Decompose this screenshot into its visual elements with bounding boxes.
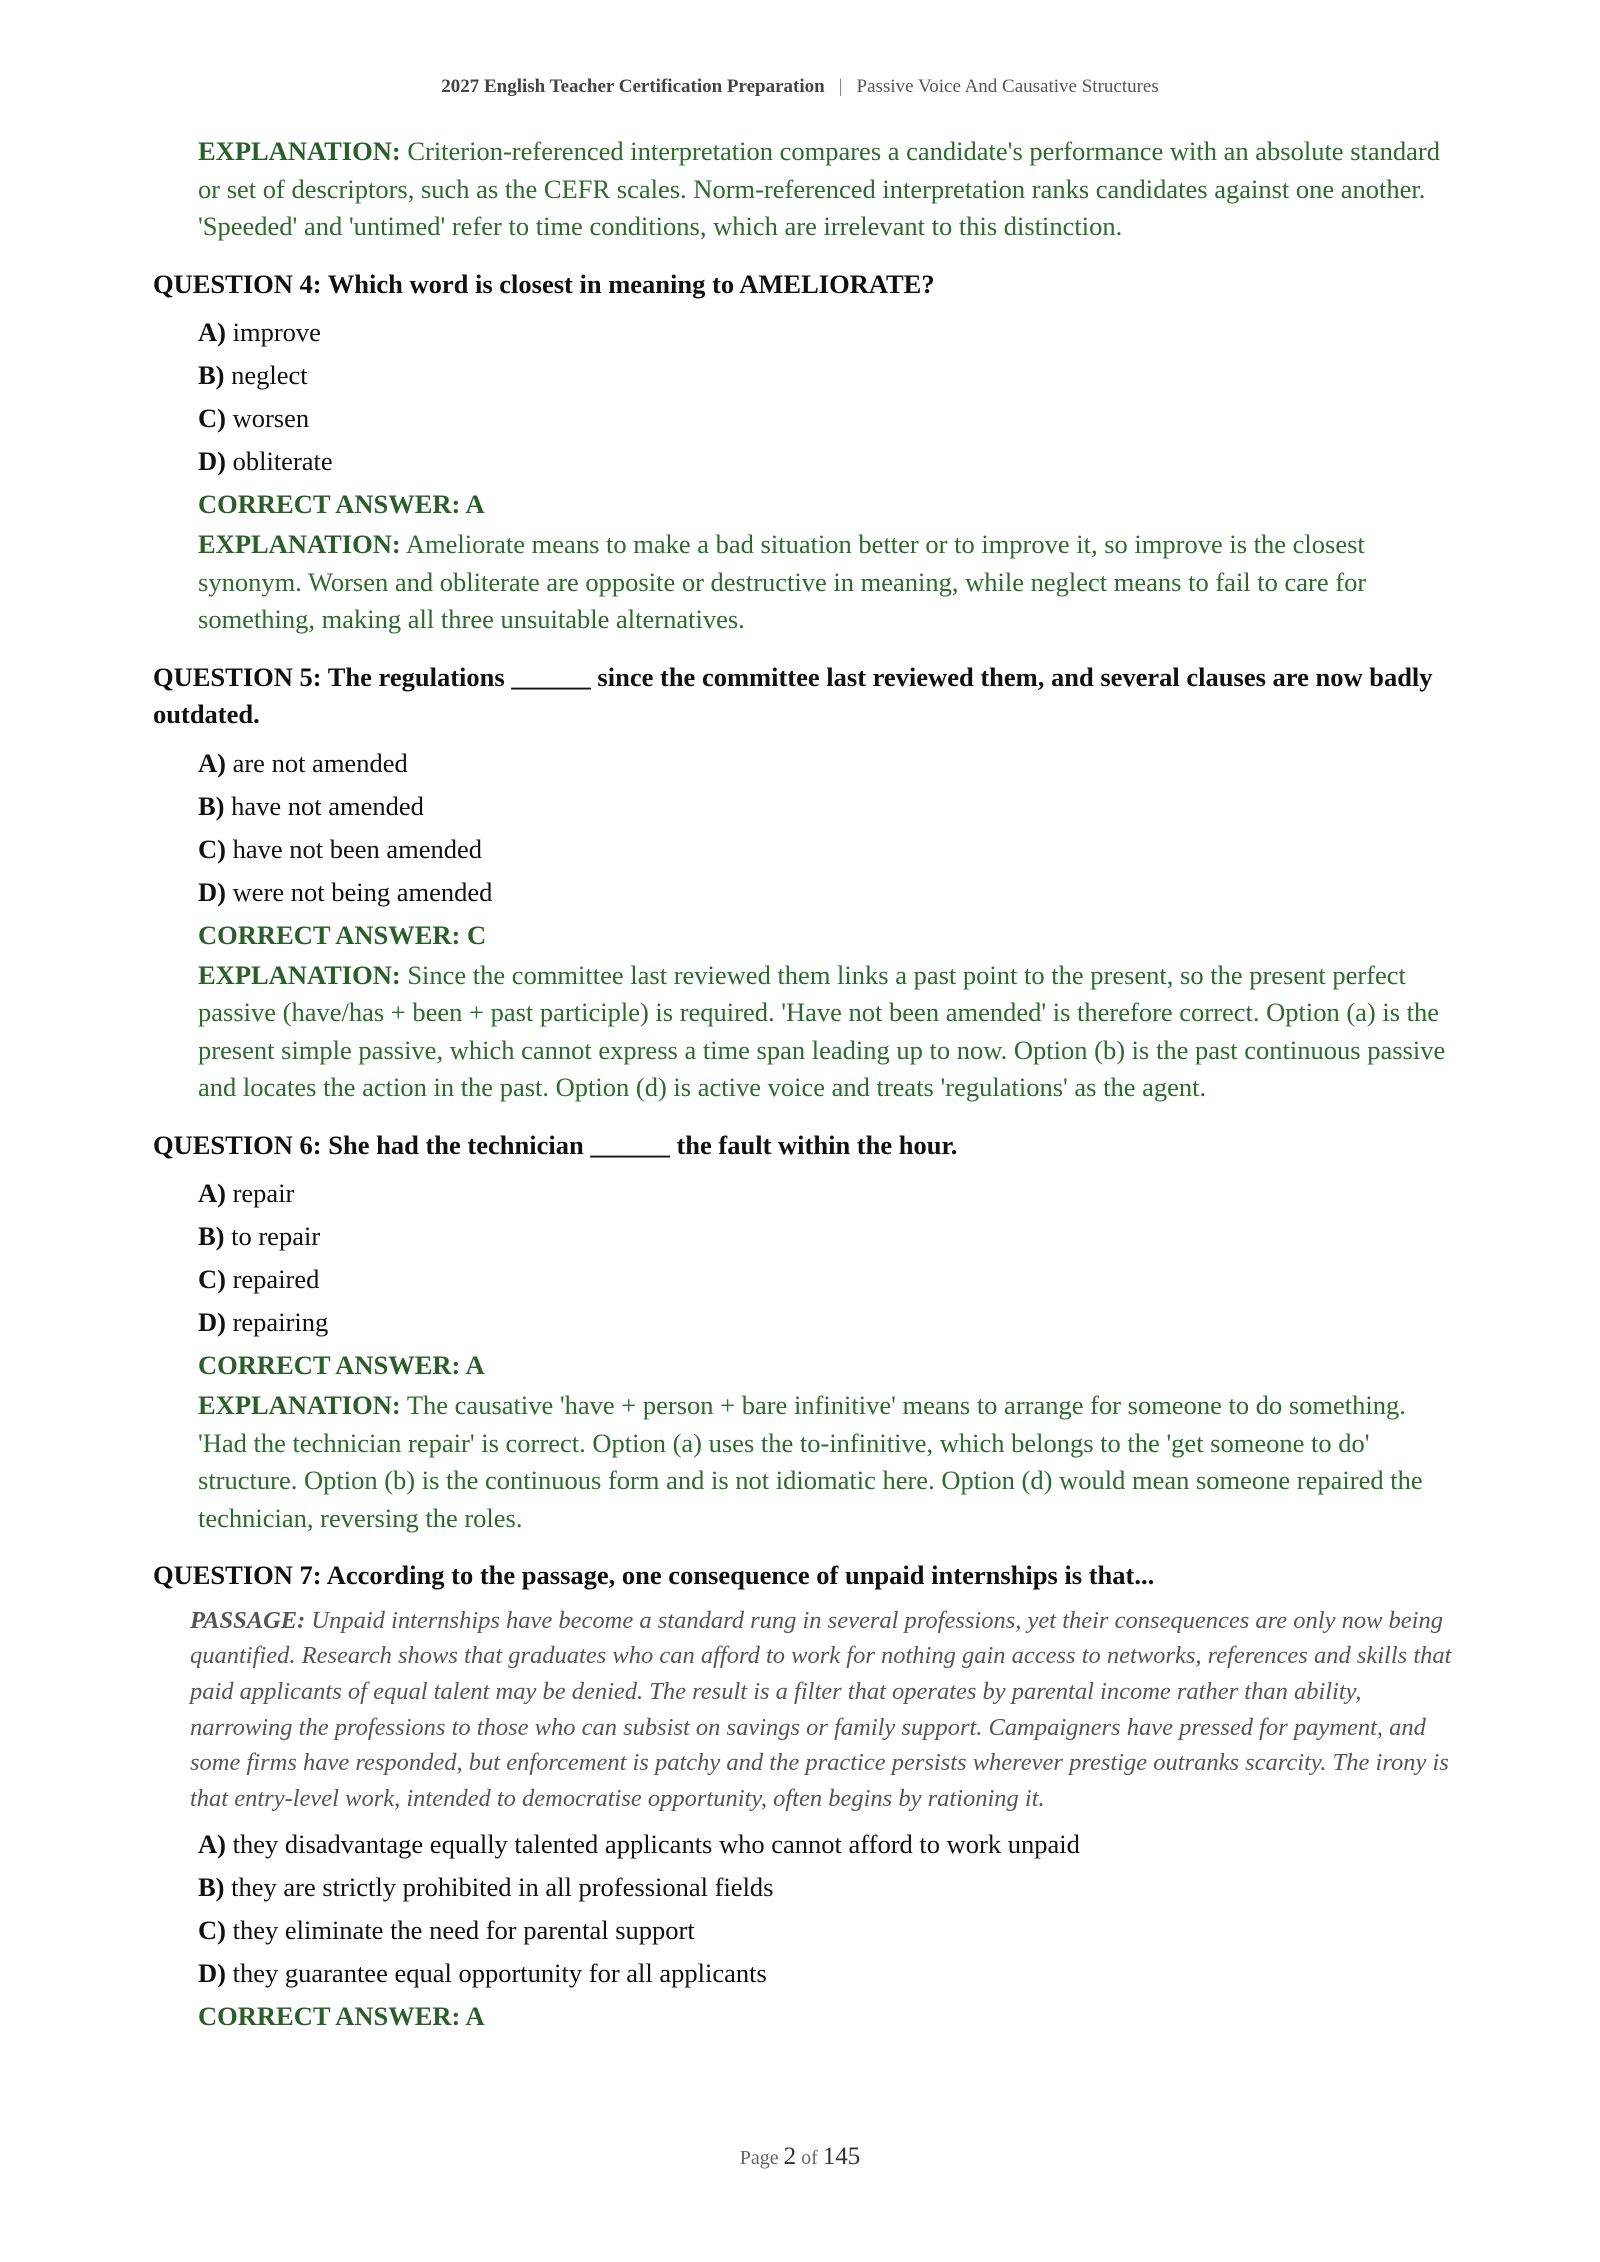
explanation-label: EXPLANATION:	[198, 529, 401, 559]
answer-option-a	[198, 1823, 1453, 1866]
option-text: neglect	[231, 360, 308, 390]
correct-answer: CORRECT ANSWER: A	[198, 2000, 485, 2031]
explanation	[198, 526, 1453, 639]
answer-option-b	[198, 1866, 1453, 1909]
reading-passage	[190, 1603, 1453, 1817]
answer-option-a	[198, 1172, 1453, 1215]
question-block-7	[153, 1557, 1453, 2038]
option-text: repairing	[232, 1307, 329, 1337]
answer-option-c	[198, 1909, 1453, 1952]
correct-answer: CORRECT ANSWER: C	[198, 919, 487, 950]
option-text: they guarantee equal opportunity for all applicants	[232, 1957, 767, 1988]
header-separator: |	[838, 76, 843, 97]
answer-option-b	[198, 1215, 1453, 1258]
page-number: 2	[783, 2143, 797, 2170]
question-prompt: QUESTION 5: The regulations ______ since the committee last reviewed them, and several clauses are now badly outdated.	[153, 661, 1433, 729]
option-letter: B)	[198, 1871, 225, 1902]
question-block-6	[153, 1127, 1453, 1538]
question-prompt: QUESTION 6: She had the technician ______ the fault within the hour.	[153, 1129, 958, 1160]
of-word: of	[801, 2147, 818, 2169]
previous-explanation	[198, 133, 1453, 246]
document-title: 2027 English Teacher Certification Preparation	[441, 76, 825, 97]
option-letter: B)	[198, 790, 225, 821]
option-text: repair	[232, 1178, 295, 1208]
page-content	[153, 133, 1453, 2038]
total-pages: 145	[822, 2143, 861, 2170]
passage-label: PASSAGE:	[190, 1606, 306, 1634]
option-letter: C)	[198, 833, 226, 864]
question-prompt: QUESTION 7: According to the passage, one consequence of unpaid internships is that...	[153, 1560, 1155, 1590]
question-prompt: QUESTION 4: Which word is closest in meaning to AMELIORATE?	[153, 268, 935, 299]
answer-option-c	[198, 1258, 1453, 1301]
option-letter: C)	[198, 1264, 226, 1294]
option-letter: D)	[198, 1957, 226, 1988]
section-title: Passive Voice And Causative Structures	[856, 76, 1159, 97]
answer-option-b	[198, 785, 1453, 828]
explanation-label: EXPLANATION:	[198, 1390, 401, 1420]
option-letter: B)	[198, 360, 225, 390]
option-text: are not amended	[232, 747, 408, 778]
option-text: have not been amended	[232, 833, 483, 864]
explanation	[198, 957, 1453, 1107]
correct-answer: CORRECT ANSWER: A	[198, 489, 485, 519]
answer-option-c	[198, 828, 1453, 871]
answer-option-b	[198, 354, 1453, 397]
option-letter: B)	[198, 1221, 225, 1251]
option-text: repaired	[232, 1264, 320, 1294]
correct-answer: CORRECT ANSWER: A	[198, 1350, 485, 1380]
answer-option-d	[198, 440, 1453, 483]
page-footer	[0, 2143, 1600, 2171]
option-text: to repair	[231, 1221, 321, 1251]
option-text: they disadvantage equally talented applicants who cannot afford to work unpaid	[232, 1828, 1080, 1859]
passage-text: Unpaid internships have become a standard rung in several professions, yet their consequences are only now being quantified. Research shows that graduates who can afford to work for nothing gain access to networks, references and skills that paid applicants of equal talent may be denied. The result is a filter that operates by parental income rather than ability, narrowing the professions to those who can subsist on savings or family support. Campaigners have pressed for payment, and some firms have responded, but enforcement is patchy and the practice persists wherever prestige outranks scarcity. The irony is that entry-level work, intended to democratise opportunity, often begins by rationing it.	[190, 1606, 1452, 1813]
option-letter: A)	[198, 1178, 226, 1208]
question-block-4	[153, 266, 1453, 639]
page-header	[0, 76, 1600, 98]
question-block-5	[153, 659, 1453, 1107]
option-letter: D)	[198, 446, 226, 476]
option-letter: D)	[198, 1307, 226, 1337]
answer-option-d	[198, 1952, 1453, 1995]
option-text: they eliminate the need for parental support	[232, 1914, 695, 1945]
page-word: Page	[739, 2147, 779, 2169]
explanation-text: Ameliorate means to make a bad situation better or to improve it, so improve is the closest synonym. Worsen and obliterate are opposite or destructive in meaning, while neglect means to fail to care for something, making all three unsuitable alternatives.	[198, 529, 1367, 634]
explanation	[198, 1387, 1453, 1537]
explanation-text: The causative 'have + person + bare infinitive' means to arrange for someone to do something. 'Had the technician repair' is correct. Option (a) uses the to-infinitive, which belongs to the 'get someone to do' structure. Option (b) is the continuous form and is not idiomatic here. Option (d) would mean someone repaired the technician, reversing the roles.	[198, 1390, 1423, 1533]
explanation-text: Criterion-referenced interpretation compares a candidate's performance with an absolute standard or set of descriptors, such as the CEFR scales. Norm-referenced interpretation ranks candidates against one another. 'Speeded' and 'untimed' refer to time conditions, which are irrelevant to this distinction.	[198, 136, 1440, 241]
option-text: worsen	[232, 403, 310, 433]
answer-option-c	[198, 397, 1453, 440]
option-letter: D)	[198, 876, 226, 907]
option-letter: A)	[198, 317, 226, 347]
option-letter: C)	[198, 1914, 226, 1945]
answer-option-a	[198, 742, 1453, 785]
answer-option-a	[198, 311, 1453, 354]
option-text: they are strictly prohibited in all professional fields	[231, 1871, 774, 1902]
option-letter: A)	[198, 747, 226, 778]
option-text: have not amended	[231, 790, 424, 821]
option-text: were not being amended	[232, 876, 493, 907]
answer-option-d	[198, 871, 1453, 914]
explanation-label: EXPLANATION:	[198, 959, 401, 990]
explanation-text: Since the committee last reviewed them links a past point to the present, so the present perfect passive (have/has + been + past participle) is required. 'Have not been amended' is therefore correct. Option (a) is the present simple passive, which cannot express a time span leading up to now. Option (b) is the past continuous passive and locates the action in the past. Option (d) is active voice and treats 'regulations' as the agent.	[198, 959, 1446, 1102]
option-letter: A)	[198, 1828, 226, 1859]
option-text: obliterate	[232, 446, 333, 476]
answer-option-d	[198, 1301, 1453, 1344]
option-letter: C)	[198, 403, 226, 433]
option-text: improve	[232, 317, 321, 347]
explanation-label: EXPLANATION:	[198, 136, 401, 166]
